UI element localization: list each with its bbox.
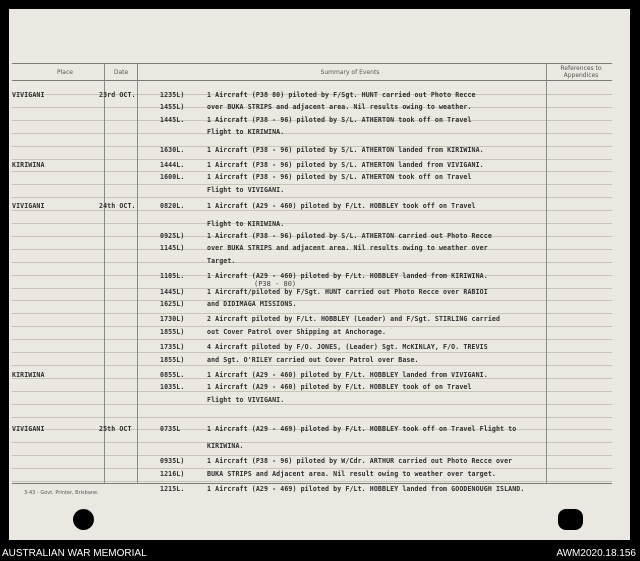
row-20-place: KIRIWINA (12, 371, 45, 379)
row-2-time: 1445L. (160, 115, 185, 124)
ruled-line (12, 262, 612, 263)
row-14-time: 1445L) (160, 287, 185, 296)
row-18-text: 4 Aircraft piloted by F/O. JONES, (Leader) Sgt. McKINLAY, F/O. TREVIS (207, 343, 488, 352)
header-bottom-rule (12, 80, 612, 81)
row-5-place: KIRIWINA (12, 161, 45, 169)
row-27-time: 1216L) (160, 469, 185, 478)
row-6-time: 1600L. (160, 173, 185, 182)
row-16-text: 2 Aircraft piloted by F/Lt. HOBBLEY (Leader) and F/Sgt. STIRLING carried (207, 315, 501, 324)
row-8-date: 24th OCT. (99, 202, 136, 211)
ruled-line (12, 404, 612, 405)
row-7-text: Flight to VIVIGANI. (207, 185, 285, 194)
punch-hole-left (73, 509, 94, 530)
handwritten-note: (P38 - 80) (254, 280, 297, 288)
row-28-time: 1215L. (160, 485, 185, 494)
column-divider-date (137, 63, 138, 483)
archive-reference: AWM2020.18.156 (556, 548, 636, 559)
row-25-text: KIRIWINA. (207, 442, 244, 450)
row-15-text: and DIDIMAGA MISSIONS. (207, 300, 297, 308)
row-9-text: Flight to KIRIWINA. (207, 219, 285, 228)
row-1-text: over BUKA STRIPS and adjacent area. Nil results owing to weather. (207, 103, 472, 112)
row-2-text: 1 Aircraft (P38 - 96) piloted by S/L. ATHERTON took off on Travel (207, 115, 472, 124)
row-14-text: 1 Aircraft/piloted by F/Sgt. HUNT carried out Photo Recce over RABIOI (207, 287, 488, 296)
row-17-text: out Cover Patrol over Shipping at Anchorage. (207, 327, 387, 336)
row-11-time: 1145L) (160, 244, 185, 253)
row-26-time: 0935L) (160, 457, 185, 466)
row-24-time: 0735L (160, 424, 181, 433)
row-0-date: 23rd OCT. (99, 91, 136, 99)
row-17-time: 1855L) (160, 327, 185, 336)
ruled-line (12, 210, 612, 211)
row-21-text: 1 Aircraft (A29 - 460) piloted by F/Lt. HOBBLEY took of on Travel (207, 383, 472, 392)
header-summary: Summary of Events (320, 69, 380, 76)
row-11-text: over BUKA STRIPS and adjacent area. Nil results owing to weather over (207, 244, 488, 253)
row-8-place: VIVIGANI (12, 202, 45, 211)
row-3-text: Flight to KIRIWINA. (207, 128, 285, 137)
ruled-line (12, 352, 612, 353)
row-24-text: 1 Aircraft (A29 - 469) piloted by F/Lt. HOBBLEY took off on Travel Flight to (207, 424, 517, 433)
header-place: Place (57, 69, 73, 76)
ruled-line (12, 442, 612, 443)
row-24-date: 25th OCT (99, 424, 132, 433)
ruled-line (12, 171, 612, 172)
row-21-time: 1035L. (160, 383, 185, 392)
ruled-line (12, 184, 612, 185)
row-0-place: VIVIGANI (12, 91, 45, 99)
row-16-time: 1730L) (160, 315, 185, 324)
column-divider-summary (546, 63, 547, 483)
row-0-time: 1235L) (160, 91, 185, 99)
row-10-text: 1 Aircraft (P38 - 96) piloted by S/L. ATHERTON carried out Photo Recce (207, 232, 492, 240)
row-5-time: 1444L. (160, 161, 185, 169)
header-top-rule (12, 63, 612, 64)
row-19-time: 1855L) (160, 355, 185, 364)
ruled-line (12, 481, 612, 482)
ruled-line (12, 365, 612, 366)
row-20-time: 0855L. (160, 371, 185, 379)
row-27-text: BUKA STRIPS and Adjacent area. Nil result owing to weather over target. (207, 469, 496, 478)
row-1-time: 1455L) (160, 103, 185, 112)
row-6-text: 1 Aircraft (P38 - 96) piloted by S/L. ATHERTON took off on Travel (207, 173, 472, 182)
row-8-time: 0820L. (160, 202, 185, 211)
archive-caption: AUSTRALIAN WAR MEMORIAL (2, 548, 147, 559)
punch-hole-right (558, 509, 583, 530)
row-18-time: 1735L) (160, 343, 185, 352)
row-10-time: 0925L) (160, 232, 185, 240)
row-0-text: 1 Aircraft (P38 80) piloted by F/Sgt. HUNT carried out Photo Recce (207, 91, 476, 99)
ruled-line (12, 455, 612, 456)
row-19-text: and Sgt. O'RILEY carried out Cover Patrol over Base. (207, 355, 419, 364)
row-26-text: 1 Aircraft (P38 - 96) piloted by W/Cdr. ARTHUR carried out Photo Recce over (207, 457, 513, 466)
row-28-text: 1 Aircraft (A29 - 469) piloted by F/Lt. HOBBLEY landed from GOODENOUGH ISLAND. (207, 485, 525, 494)
ruled-line (12, 313, 612, 314)
row-15-time: 1625L) (160, 300, 185, 308)
ruled-line (12, 133, 612, 134)
row-13-text: 1 Aircraft (A29 - 460) piloted by F/Lt. HOBBLEY landed from KIRIWINA. (207, 272, 488, 281)
row-8-text: 1 Aircraft (A29 - 460) piloted by F/Lt. HOBBLEY took off on Travel (207, 202, 476, 211)
row-4-text: 1 Aircraft (P38 - 96) piloted by S/L. ATHERTON landed from KIRIWINA. (207, 145, 484, 154)
ruled-line (12, 223, 612, 224)
row-13-time: 1105L. (160, 272, 185, 281)
header-references: References to Appendices (560, 65, 602, 79)
table-bottom-rule (12, 483, 612, 484)
ruled-line (12, 159, 612, 160)
row-4-time: 1630L. (160, 145, 185, 154)
ruled-line (12, 339, 612, 340)
ruled-line (12, 417, 612, 418)
header-date: Date (113, 69, 129, 76)
row-22-text: Flight to VIVIGANI. (207, 395, 285, 404)
row-5-text: 1 Aircraft (P38 - 96) piloted by S/L. ATHERTON landed from VIVIGANI. (207, 161, 484, 169)
row-12-text: Target. (207, 256, 236, 265)
row-20-text: 1 Aircraft (A29 - 460) piloted by F/Lt. HOBBLEY landed from VIVIGANI. (207, 371, 488, 379)
ruled-line (12, 197, 612, 198)
column-divider-place (104, 63, 105, 483)
printer-footnote: 3-43 - Govt. Printer, Brisbane. (24, 490, 99, 496)
row-24-place: VIVIGANI (12, 424, 45, 433)
ruled-line (12, 300, 612, 301)
